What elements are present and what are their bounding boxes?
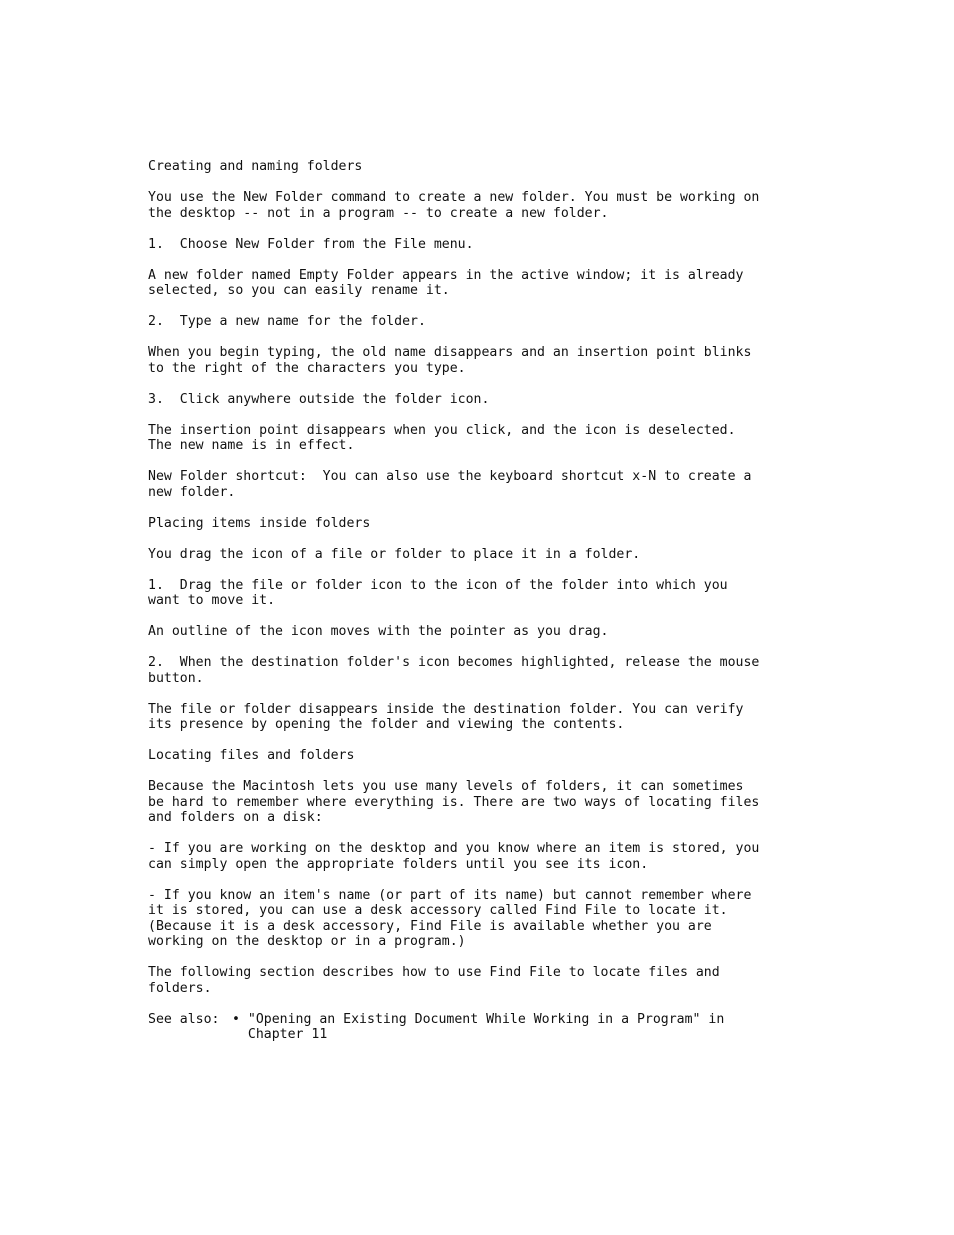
paragraph bbox=[148, 779, 848, 826]
section-heading bbox=[148, 159, 848, 175]
text-line: working on the desktop or in a program.) bbox=[148, 934, 466, 949]
see-also-item-line bbox=[232, 1027, 724, 1043]
text-line: The insertion point disappears when you click, and the icon is deselected. bbox=[148, 422, 736, 438]
text-line: selected, so you can easily rename it. bbox=[148, 283, 450, 298]
section-heading bbox=[148, 516, 848, 532]
see-also-item-text: Chapter 11 bbox=[247, 1027, 328, 1042]
text-line: The file or folder disappears inside the destination folder. You can verify bbox=[148, 701, 744, 717]
see-also-label: See also: bbox=[148, 1011, 220, 1027]
paragraph bbox=[148, 965, 848, 996]
text-line: - If you are working on the desktop and you know where an item is stored, you bbox=[148, 841, 760, 856]
paragraph bbox=[148, 237, 848, 253]
text-line: want to move it. bbox=[148, 593, 276, 608]
document-page bbox=[148, 159, 848, 1043]
heading-line: Locating files and folders bbox=[148, 748, 355, 763]
paragraph bbox=[148, 392, 848, 408]
paragraph bbox=[148, 578, 848, 609]
text-line: 1. Choose New Folder from the File menu. bbox=[148, 236, 474, 252]
text-line: new folder. bbox=[148, 484, 236, 500]
text-line: the desktop -- not in a program -- to create a new folder. bbox=[148, 205, 609, 221]
text-line: New Folder shortcut: You can also use the keyboard shortcut x-N to create a bbox=[148, 469, 752, 484]
text-line: Because the Macintosh lets you use many levels of folders, it can sometimes bbox=[148, 779, 744, 794]
text-line: can simply open the appropriate folders until you see its icon. bbox=[148, 856, 649, 872]
section-heading bbox=[148, 748, 848, 764]
text-line: 3. Click anywhere outside the folder icon. bbox=[148, 391, 490, 407]
heading-line: Creating and naming folders bbox=[148, 159, 363, 174]
text-line: (Because it is a desk accessory, Find File is available whether you are bbox=[148, 918, 712, 934]
text-line: 1. Drag the file or folder icon to the icon of the folder into which you bbox=[148, 577, 728, 593]
text-line: button. bbox=[148, 670, 204, 686]
paragraph bbox=[148, 423, 848, 454]
text-line: You drag the icon of a file or folder to place it in a folder. bbox=[148, 546, 641, 562]
paragraph bbox=[148, 655, 848, 686]
see-also-item-line bbox=[232, 1012, 724, 1028]
see-also-item-text: "Opening an Existing Document While Working in a Program" in bbox=[247, 1011, 725, 1027]
bullet-icon: • bbox=[232, 1011, 240, 1027]
paragraph bbox=[148, 624, 848, 640]
text-line: The following section describes how to use Find File to locate files and bbox=[148, 965, 720, 980]
text-line: An outline of the icon moves with the pointer as you drag. bbox=[148, 624, 609, 639]
paragraph bbox=[148, 314, 848, 330]
paragraph bbox=[148, 702, 848, 733]
paragraph bbox=[148, 888, 848, 950]
heading-line: Placing items inside folders bbox=[148, 515, 371, 531]
text-line: A new folder named Empty Folder appears in the active window; it is already bbox=[148, 267, 744, 283]
text-line: and folders on a disk: bbox=[148, 810, 323, 825]
paragraph bbox=[148, 190, 848, 221]
text-line: You use the New Folder command to create a new folder. You must be working on bbox=[148, 190, 760, 205]
text-line: be hard to remember where everything is. There are two ways of locating files bbox=[148, 794, 760, 810]
text-line: folders. bbox=[148, 980, 212, 996]
paragraph bbox=[148, 547, 848, 563]
text-line: - If you know an item's name (or part of its name) but cannot remember where bbox=[148, 887, 752, 903]
text-line: The new name is in effect. bbox=[148, 438, 355, 453]
text-line: 2. Type a new name for the folder. bbox=[148, 314, 426, 329]
text-line: its presence by opening the folder and viewing the contents. bbox=[148, 717, 625, 732]
see-also bbox=[148, 1012, 848, 1043]
text-line: it is stored, you can use a desk accessory called Find File to locate it. bbox=[148, 903, 728, 918]
text-line: to the right of the characters you type. bbox=[148, 360, 466, 376]
paragraph bbox=[148, 268, 848, 299]
paragraph bbox=[148, 841, 848, 872]
text-line: When you begin typing, the old name disappears and an insertion point blinks bbox=[148, 345, 752, 360]
text-line: 2. When the destination folder's icon becomes highlighted, release the mouse bbox=[148, 655, 760, 670]
paragraph bbox=[148, 469, 848, 500]
paragraph bbox=[148, 345, 848, 376]
see-also-list bbox=[232, 1012, 724, 1043]
